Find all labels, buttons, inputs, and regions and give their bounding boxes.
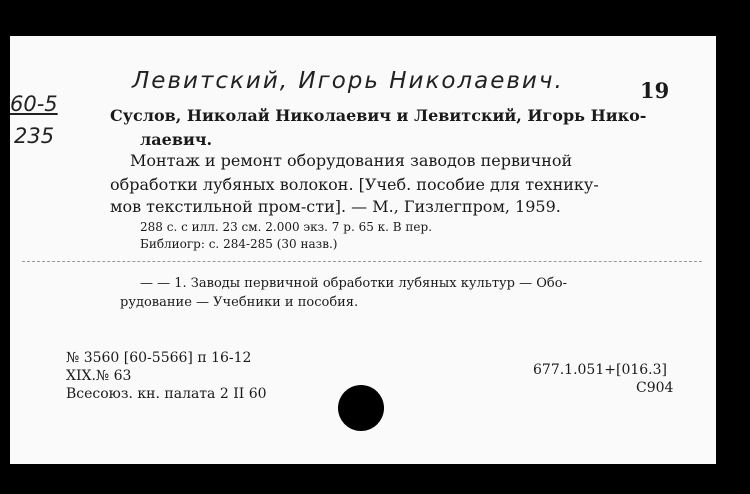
author-code: С904 [636, 380, 674, 396]
call-mark-bottom: 235 [14, 124, 55, 148]
publisher-note: Всесоюз. кн. палата 2 II 60 [66, 386, 267, 402]
title-line-3: мов текстильной пром-сти]. — М., Гизлегпром, 1959. [110, 197, 561, 216]
subject-line-1: — — 1. Заводы первичной обработки лубяных культур — Обо- [140, 276, 567, 291]
author-line-2: лаевич. [140, 130, 213, 149]
call-mark-top: 60-5 [10, 92, 58, 116]
handwritten-heading: Левитский, Игорь Николаевич. [132, 68, 564, 94]
registration-number: № 3560 [60-5566] п 16-12 [66, 350, 252, 366]
card-number: 19 [640, 78, 670, 103]
series-number: XIX.№ 63 [66, 368, 132, 384]
udc-code: 677.1.051+[016.3] [533, 362, 667, 378]
title-line-1: Монтаж и ремонт оборудования заводов первичной [130, 151, 573, 170]
subject-line-2: рудование — Учебники и пособия. [120, 295, 359, 310]
author-line-1: Суслов, Николай Николаевич и Левитский, Игорь Нико- [110, 106, 647, 125]
punch-hole [338, 385, 384, 431]
divider-rule [22, 261, 702, 262]
physical-description: 288 с. с илл. 23 см. 2.000 экз. 7 р. 65 к. В пер. [140, 220, 433, 234]
bibliography-note: Библиогр: с. 284-285 (30 назв.) [140, 237, 338, 251]
title-line-2: обработки лубяных волокон. [Учеб. пособие для технику- [110, 175, 599, 194]
